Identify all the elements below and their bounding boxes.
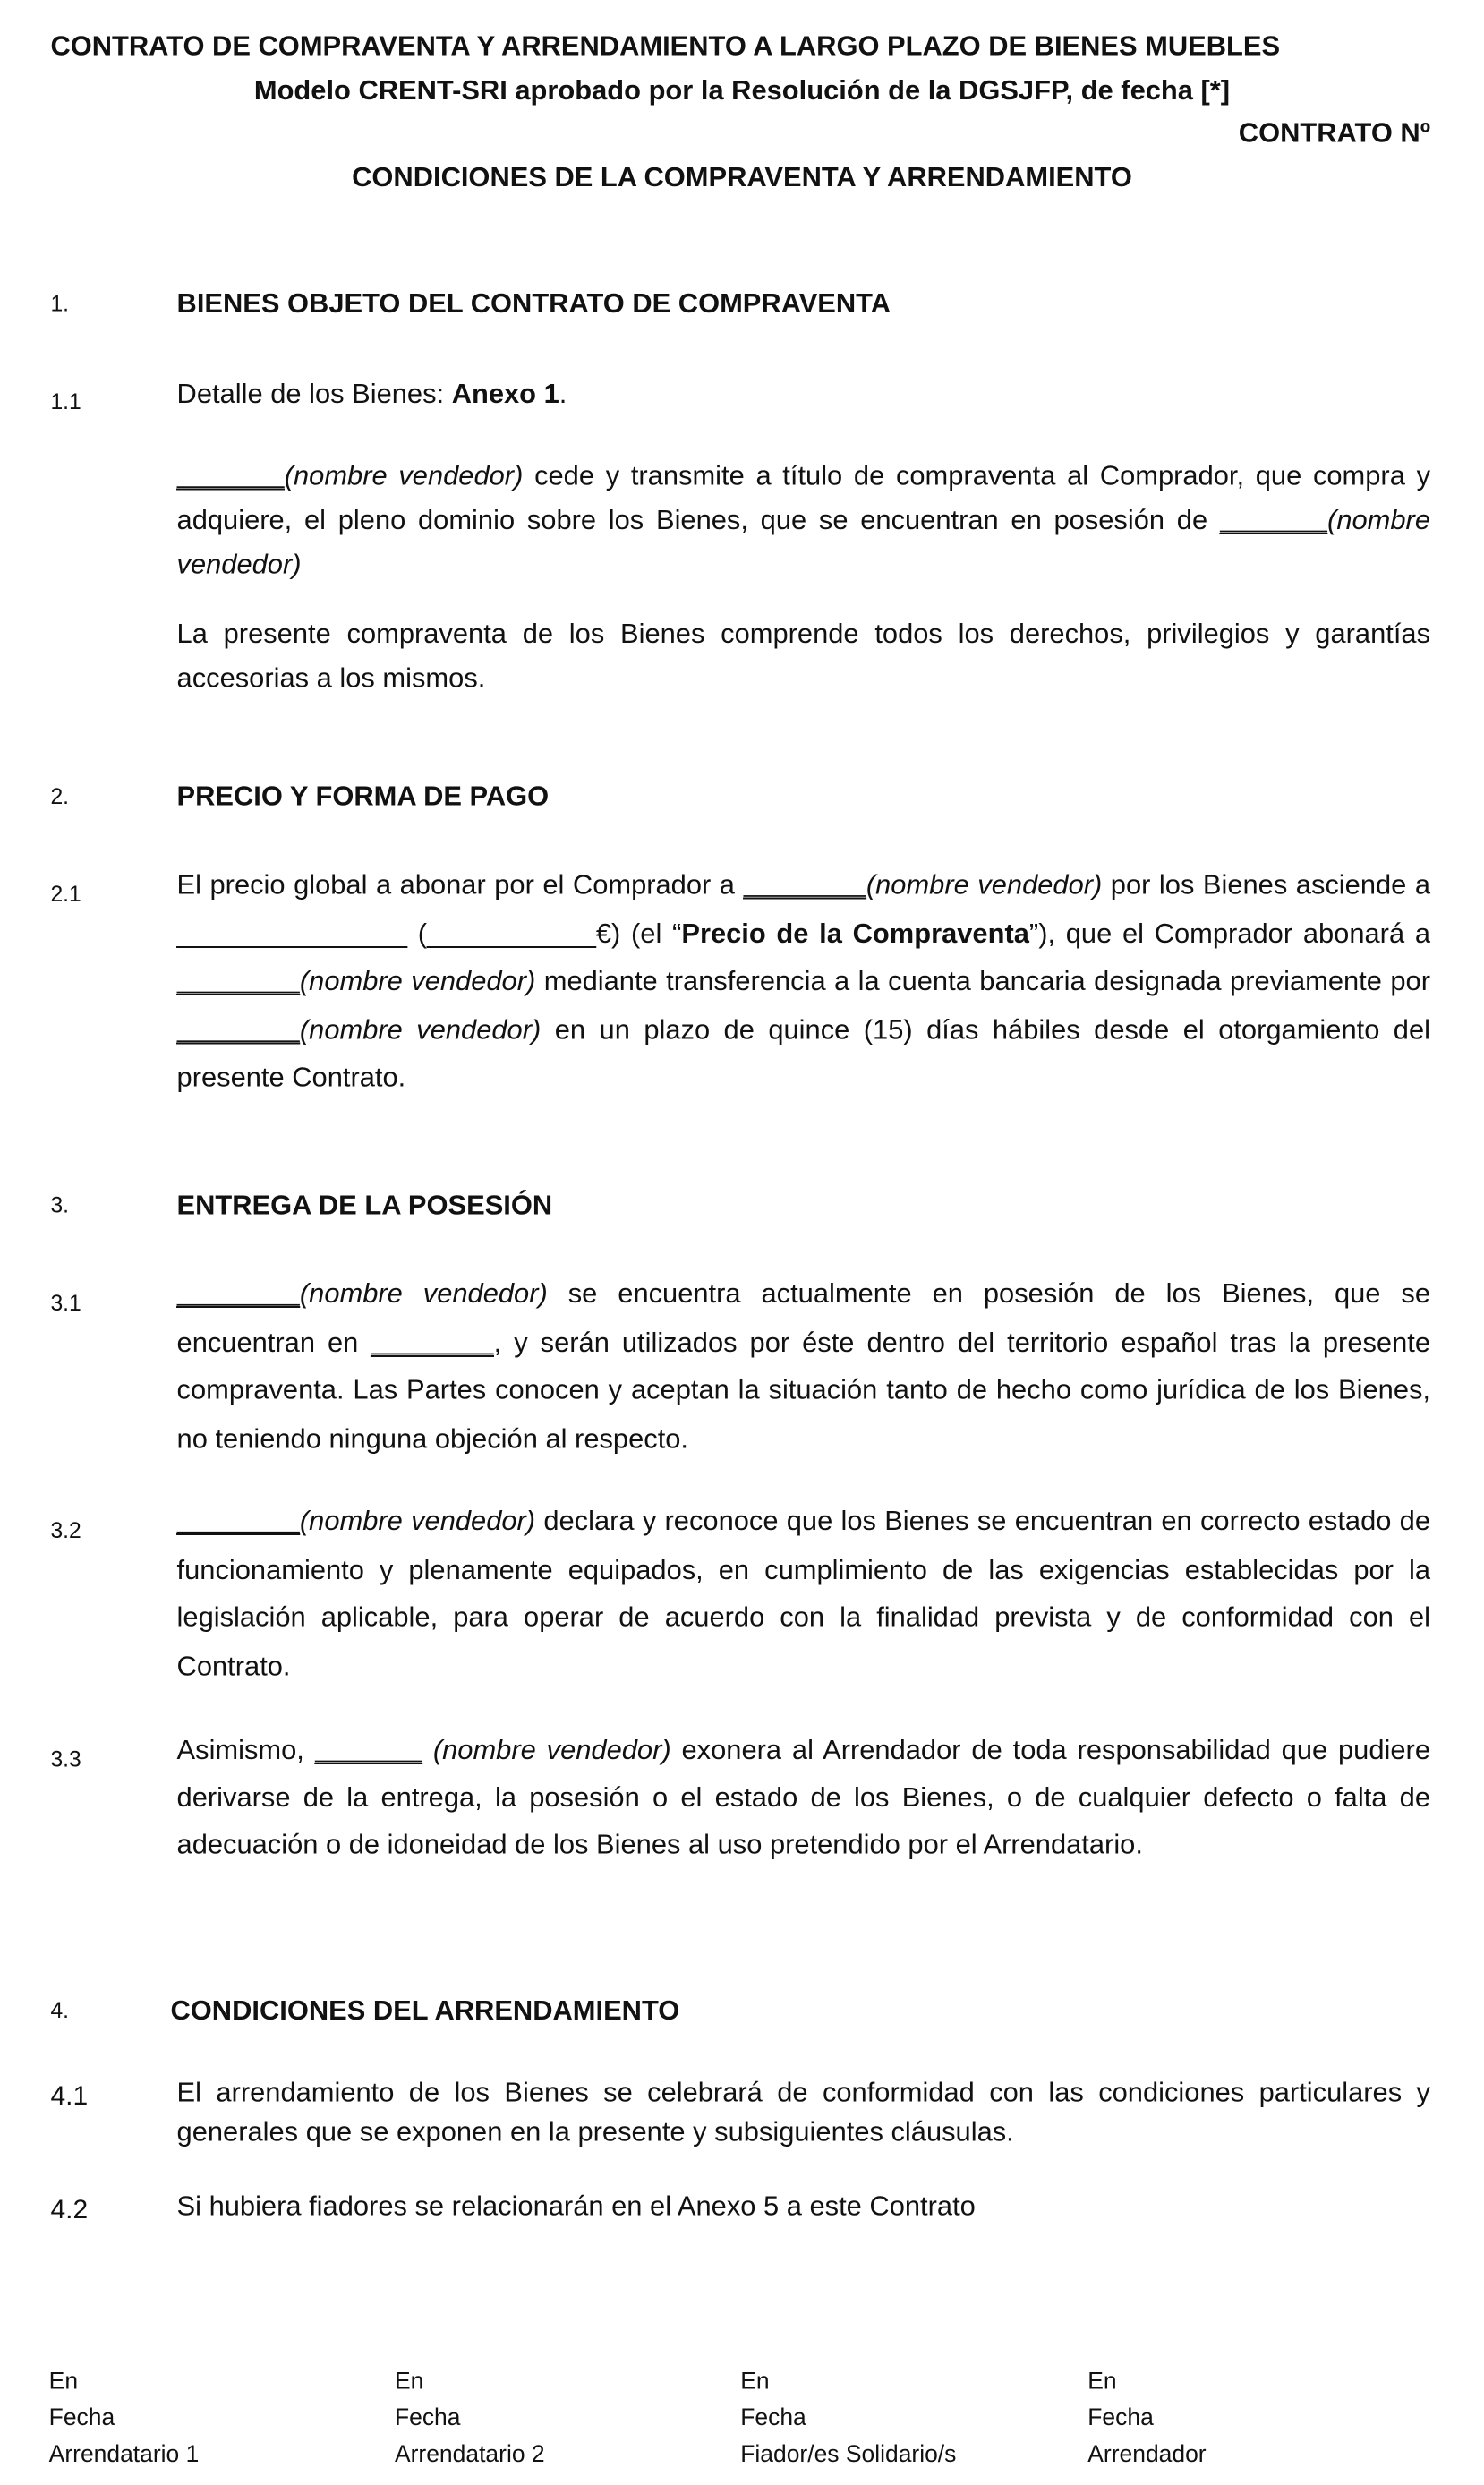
clause-text: Detalle de los Bienes: [176, 377, 452, 409]
clause-text: , y serán utilizados por éste dentro del territorio español tras la presente compraventa. Las Partes conocen y aceptan la situación tanto de hecho como jurídica de los Bienes, no teniendo ninguna objeción al respecto. [176, 1325, 1431, 1454]
blank-field: ________ [743, 868, 866, 901]
clause-paragraph [177, 611, 1430, 700]
section-heading: CONDICIONES DEL ARRENDAMIENTO [170, 1994, 680, 2026]
blank-field: ________ [176, 1012, 300, 1045]
clause-text: La presente compraventa de los Bienes comprende todos los derechos, privilegios y garantías accesorias a los mismos. [176, 617, 1431, 694]
clause-number: 3.2 [50, 1517, 81, 1543]
contract-number: CONTRATO Nº [1238, 116, 1431, 149]
section-heading: BIENES OBJETO DEL CONTRATO DE COMPRAVENTA [176, 287, 891, 320]
blank-field: _______ [314, 1733, 422, 1765]
document-subtitle: Modelo CRENT-SRI aprobado por la Resolución de la DGSJFP, de fecha [*] [253, 73, 1231, 107]
signature-place: En [740, 2368, 770, 2395]
signature-place: En [394, 2368, 424, 2395]
signature-date: Fecha [48, 2404, 115, 2432]
signature-date: Fecha [740, 2404, 806, 2432]
clause-text: Asimismo, [176, 1733, 315, 1765]
section-number: 3. [50, 1191, 70, 1217]
clause-text: se encuentra actualmente en posesión de los Bienes, que se encuentran en [176, 1277, 1431, 1357]
signature-block [49, 2363, 200, 2472]
clause-text: declara y reconoce que los Bienes se encuentran en correcto estado de funcionamiento y plenamente equipados, en cumplimiento de las exigencias establecidas por la legislación aplicable, para operar de acuerdo con la finalidad prevista y de conformidad con el Contrato. [176, 1504, 1431, 1681]
clause-text: El arrendamiento de los Bienes se celebrará de conformidad con las condiciones particulares y generales que se exponen en la presente y subsiguientes cláusulas. [176, 2076, 1431, 2148]
signature-party: Arrendador [1087, 2440, 1207, 2468]
clause-text: ”), que el Comprador abonará a [1028, 916, 1431, 949]
clause-paragraph [177, 1497, 1430, 1689]
conditions-heading: CONDICIONES DE LA COMPRAVENTA Y ARRENDAMIENTO [352, 160, 1132, 193]
placeholder-text: (nombre vendedor) [299, 1504, 536, 1537]
blank-field: ________ [176, 964, 300, 996]
placeholder-text: (nombre vendedor) [176, 503, 1431, 580]
clause-number: 4.1 [50, 2080, 89, 2112]
clause-paragraph [177, 860, 1430, 1101]
signature-party: Fiador/es Solidario/s [740, 2440, 957, 2468]
clause-text [422, 1734, 433, 1765]
clause-text: El precio global a abonar por el Comprador a [176, 868, 744, 901]
clause-paragraph [177, 371, 1430, 414]
placeholder-text: (nombre vendedor) [299, 1277, 548, 1310]
clause-text: en un plazo de quince (15) días hábiles desde el otorgamiento del presente Contrato. [176, 1012, 1431, 1093]
signature-block [740, 2363, 956, 2472]
clause-text: . [559, 377, 567, 409]
blank-field: ________ [176, 1277, 300, 1310]
signature-party: Arrendatario 1 [48, 2440, 200, 2468]
bold-text: Precio de la Compraventa [681, 916, 1029, 949]
placeholder-text: (nombre vendedor) [866, 868, 1103, 901]
section-heading: ENTREGA DE LA POSESIÓN [176, 1189, 553, 1221]
signature-date: Fecha [394, 2404, 461, 2432]
clause-number: 3.1 [50, 1290, 81, 1316]
placeholder-text: (nombre vendedor) [299, 964, 536, 996]
clause-number: 3.3 [50, 1746, 81, 1772]
clause-text: mediante transferencia a la cuenta bancaria designada previamente por [535, 964, 1431, 996]
signature-block [1087, 2363, 1206, 2472]
clause-text: cede y transmite a título de compraventa al Comprador, que compra y adquiere, el pleno dominio sobre los Bienes, que se encuentran en posesión de [176, 459, 1431, 535]
signature-place: En [1087, 2368, 1117, 2395]
blank-field: _______ [176, 459, 285, 491]
section-heading: PRECIO Y FORMA DE PAGO [176, 780, 550, 812]
clause-text: exonera al Arrendador de toda responsabilidad que pudiere derivarse de la entrega, la posesión o el estado de los Bienes, o de cualquier defecto o falta de adecuación o de idoneidad de los Bienes al uso pretendido por el Arrendatario. [176, 1733, 1431, 1860]
clause-number: 4.2 [50, 2194, 89, 2225]
blank-field: _______ [1219, 503, 1328, 535]
blank-field: ________ [176, 1504, 300, 1537]
placeholder-text: (nombre vendedor) [284, 459, 524, 491]
section-number: 1. [50, 290, 70, 316]
signature-party: Arrendatario 2 [394, 2440, 545, 2468]
section-number: 2. [50, 782, 70, 809]
clause-paragraph [177, 1726, 1430, 1868]
section-number: 4. [50, 1997, 70, 2023]
clause-paragraph [177, 453, 1430, 585]
document-title: CONTRATO DE COMPRAVENTA Y ARRENDAMIENTO A LARGO PLAZO DE BIENES MUEBLES [50, 30, 1281, 62]
clause-number: 1.1 [50, 388, 81, 414]
bold-text: Anexo 1 [451, 377, 559, 409]
clause-text: Si hubiera fiadores se relacionarán en el Anexo 5 a este Contrato [176, 2190, 976, 2222]
signature-block [395, 2363, 545, 2472]
signature-place: En [48, 2368, 79, 2395]
clause-paragraph [177, 1269, 1430, 1462]
clause-text: por los Bienes asciende a _______________ (___________€) (el “ [176, 868, 1431, 949]
clause-number: 2.1 [50, 881, 81, 907]
clause-paragraph [177, 2187, 1430, 2226]
placeholder-text: (nombre vendedor) [432, 1733, 671, 1765]
blank-field: ________ [371, 1325, 494, 1357]
clause-paragraph [177, 2073, 1430, 2152]
signature-date: Fecha [1087, 2404, 1154, 2432]
placeholder-text: (nombre vendedor) [299, 1012, 542, 1045]
